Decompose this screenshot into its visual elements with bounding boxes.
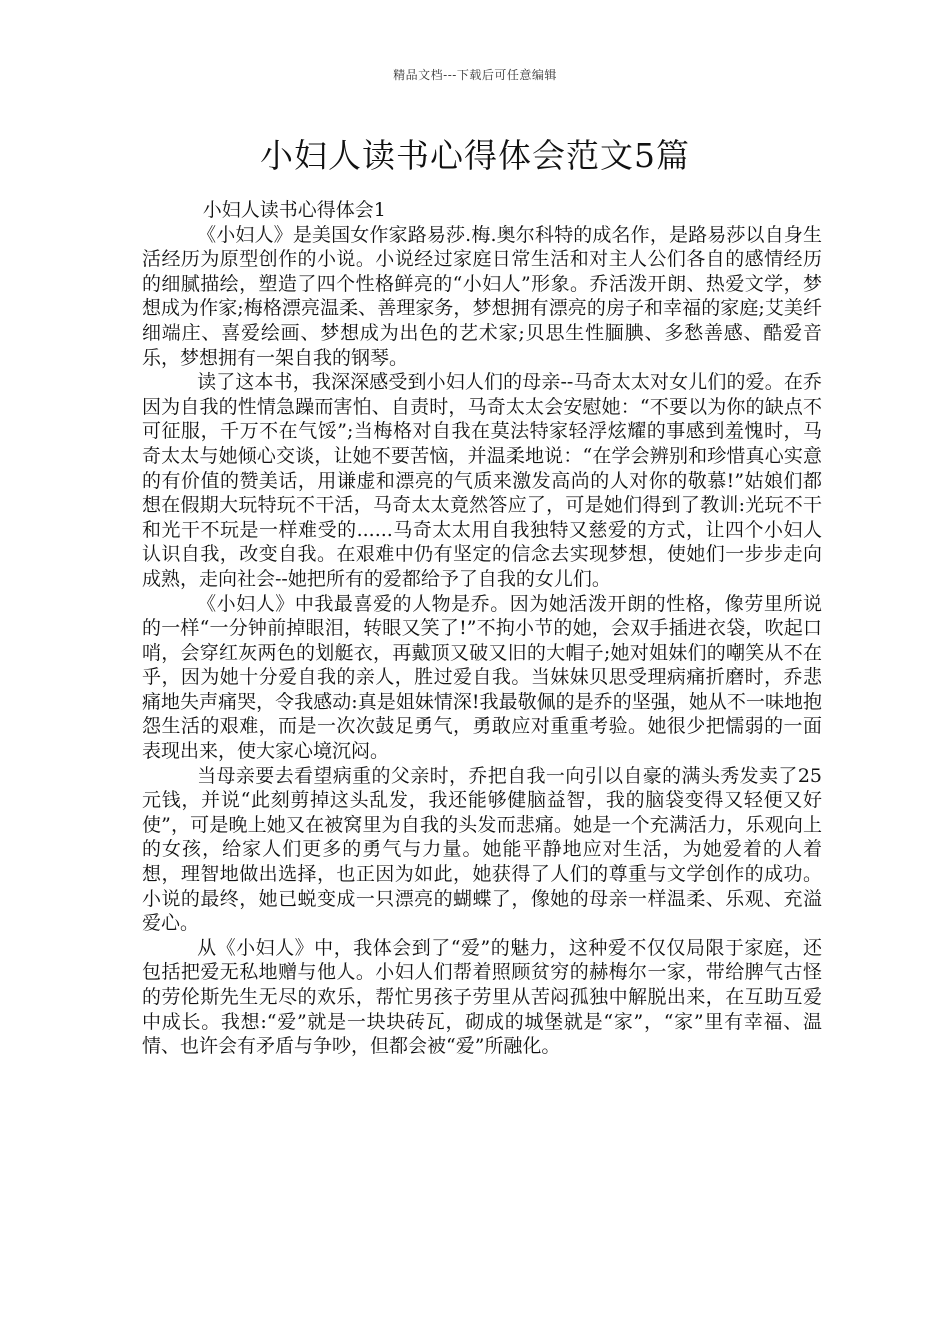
- page-title: 小妇人读书心得体会范文5篇: [260, 136, 690, 175]
- paragraph: 从《小妇人》中，我体会到了“爱”的魅力，这种爱不仅仅局限于家庭，还包括把爱无私地赠与他人。小妇人们帮着照顾贫穷的赫梅尔一家，带给脾气古怪的劳伦斯先生无尽的欢乐，帮忙男孩子劳里从苦闷孤独中解脱出来，在互助互爱中成长。我想:“爱”就是一块块砖瓦，砌成的城堡就是“家”，“家”里有幸福、温情、也许会有矛盾与争吵，但都会被“爱”所融化。: [142, 936, 822, 1058]
- paragraph: 读了这本书，我深深感受到小妇人们的母亲--马奇太太对女儿们的爱。在乔因为自我的性情急躁而害怕、自责时，马奇太太会安慰她：“不要以为你的缺点不可征服，千万不在气馁”;当梅格对自我在莫法特家轻浮炫耀的事感到羞愧时，马奇太太与她倾心交谈，让她不要苦恼，并温柔地说：“在学会辨别和珍惜真心实意的有价值的赞美话，用谦虚和漂亮的气质来激发高尚的人对你的敬慕!”姑娘们都想在假期大玩特玩不干活，马奇太太竟然答应了，可是她们得到了教训:光玩不干和光干不玩是一样难受的......马奇太太用自我独特又慈爱的方式，让四个小妇人认识自我，改变自我。在艰难中仍有坚定的信念去实现梦想，使她们一步步走向成熟，走向社会--她把所有的爱都给予了自我的女儿们。: [142, 371, 822, 590]
- paragraph: 《小妇人》中我最喜爱的人物是乔。因为她活泼开朗的性格，像劳里所说的一样“一分钟前掉眼泪，转眼又笑了!”不拘小节的她，会双手插进衣袋，吹起口哨，会穿红灰两色的划艇衣，再戴顶又破又旧的大帽子;她对姐妹们的嘲笑从不在乎，因为她十分爱自我的亲人，胜过爱自我。当妹妹贝思受理病痛折磨时，乔悲痛地失声痛哭，令我感动:真是姐妹情深!我最敬佩的是乔的坚强，她从不一味地抱怨生活的艰难，而是一次次鼓足勇气，勇敢应对重重考验。她很少把懦弱的一面表现出来，使大家心境沉闷。: [142, 592, 822, 763]
- paragraph: 当母亲要去看望病重的父亲时，乔把自我一向引以自豪的满头秀发卖了25元钱，并说“此刻剪掉这头乱发，我还能够健脑益智，我的脑袋变得又轻便又好使”，可是晚上她又在被窝里为自我的头发而悲痛。她是一个充满活力，乐观向上的女孩，给家人们更多的勇气与力量。她能平静地应对生活，为她爱着的人着想，理智地做出选择，也正因为如此，她获得了人们的尊重与文学创作的成功。小说的最终，她已蜕变成一只漂亮的蝴蝶了，像她的母亲一样温柔、乐观、充溢爱心。: [142, 764, 822, 935]
- header-note: 精品文档---下载后可任意编辑: [393, 68, 557, 82]
- article-body: [142, 198, 822, 1059]
- section-heading: 小妇人读书心得体会1: [202, 199, 386, 221]
- paragraph: 《小妇人》是美国女作家路易莎.梅.奥尔科特的成名作，是路易莎以自身生活经历为原型创作的小说。小说经过家庭日常生活和对主人公们各自的感情经历的细腻描绘，塑造了四个性格鲜亮的“小妇人”形象。乔活泼开朗、热爱文学，梦想成为作家;梅格漂亮温柔、善理家务，梦想拥有漂亮的房子和幸福的家庭;艾美纤细端庄、喜爱绘画、梦想成为出色的艺术家;贝思生性腼腆、多愁善感、酷爱音乐，梦想拥有一架自我的钢琴。: [142, 223, 822, 369]
